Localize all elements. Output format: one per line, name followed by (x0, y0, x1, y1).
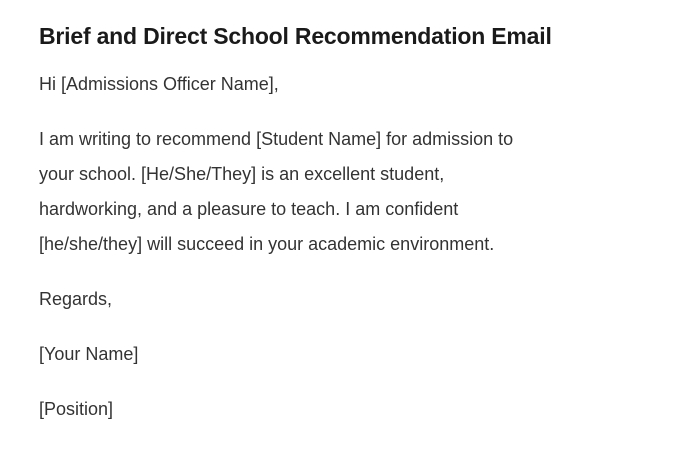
body-line-1: I am writing to recommend [Student Name] for admission to (39, 129, 514, 149)
body-paragraph (39, 122, 670, 262)
body-line-4: [he/she/they] will succeed in your academic environment. (39, 234, 495, 254)
signature-name-line: [Your Name] (39, 344, 139, 364)
email-template-document (0, 20, 700, 475)
body-line-2: your school. [He/She/They] is an excellent student, (39, 164, 445, 184)
body-line-3: hardworking, and a pleasure to teach. I am confident (39, 199, 459, 219)
sign-off-line: Regards, (39, 289, 113, 309)
greeting-line: Hi [Admissions Officer Name], (39, 74, 279, 94)
signature-position-line: [Position] (39, 399, 114, 419)
page-title: Brief and Direct School Recommendation Email (39, 23, 552, 49)
